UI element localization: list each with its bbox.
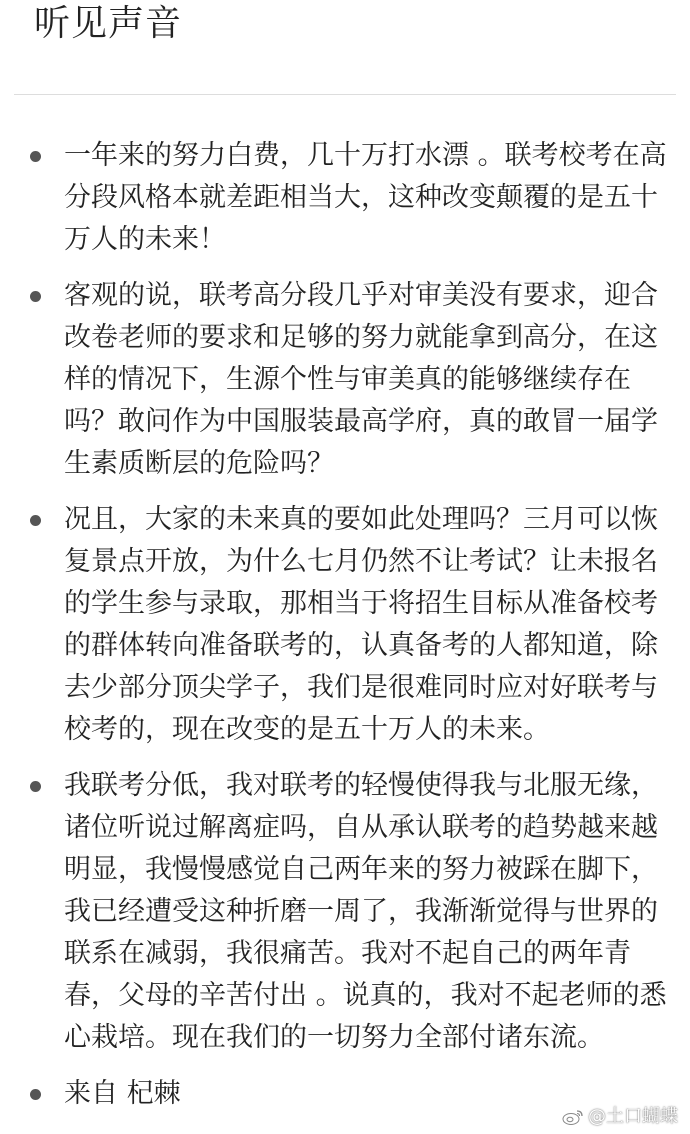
- bullet-icon: [30, 781, 41, 792]
- list-item-text: 况且，大家的未来真的要如此处理吗？三月可以恢复景点开放，为什么七月仍然不让考试？让未报名的学生参与录取，那相当于将招生目标从准备校考的群体转向准备联考的，认真备考的人都知道，除去少部分顶尖学子，我们是很难同时应对好联考与校考的，现在改变的是五十万人的未来。: [64, 504, 658, 745]
- list-item: [0, 135, 690, 261]
- page-title: 听见声音: [34, 3, 183, 44]
- list-item: [0, 275, 690, 485]
- list-item-text: 客观的说，联考高分段几乎对审美没有要求，迎合改卷老师的要求和足够的努力就能拿到高分，在这样的情况下，生源个性与审美真的能够继续存在吗？敢问作为中国服装最高学府，真的敢冒一届学生素质断层的危险吗？: [64, 280, 658, 479]
- bullet-icon: [30, 515, 41, 526]
- list-item-text: 来自 杞棘: [64, 1078, 181, 1109]
- bullet-icon: [30, 291, 41, 302]
- bullet-icon: [30, 1089, 41, 1100]
- content-list: [0, 135, 690, 1129]
- list-item: [0, 499, 690, 751]
- weibo-watermark: [562, 1106, 678, 1128]
- weibo-icon: [562, 1108, 584, 1126]
- list-item-text: 一年来的努力白费，几十万打水漂 。联考校考在高分段风格本就差距相当大，这种改变颠覆的是五十万人的未来！: [64, 140, 667, 255]
- list-item-text: 我联考分低，我对联考的轻慢使得我与北服无缘，诸位听说过解离症吗，自从承认联考的趋势越来越明显，我慢慢感觉自己两年来的努力被踩在脚下，我已经遭受这种折磨一周了，我渐渐觉得与世界的联系在减弱，我很痛苦。我对不起自己的两年青春，父母的辛苦付出 。说真的，我对不起老师的悉心栽培。现在我们的一切努力全部付诸东流。: [64, 770, 667, 1053]
- bullet-icon: [30, 151, 41, 162]
- title-divider: [14, 94, 676, 95]
- watermark-text: @土口蝴蝶: [588, 1106, 678, 1127]
- list-item: [0, 765, 690, 1059]
